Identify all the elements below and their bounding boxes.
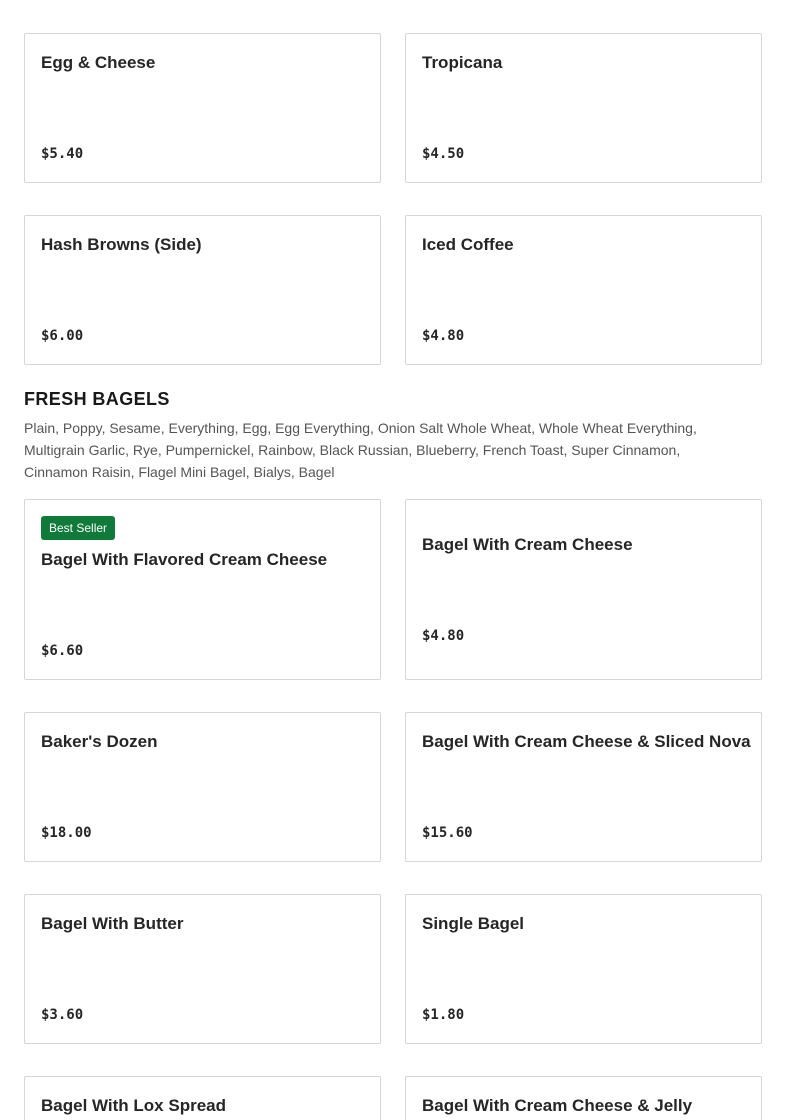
menu-item-card[interactable] [405,894,762,1044]
item-price: $6.60 [41,643,84,659]
section-title: FRESH BAGELS [24,389,170,409]
item-price: $3.60 [41,1007,84,1023]
item-price: $4.80 [422,328,465,344]
item-name: Bagel With Cream Cheese & Sliced Nova [422,732,751,751]
item-name: Bagel With Lox Spread [41,1096,226,1115]
menu-item-card[interactable] [405,33,762,183]
menu-item-card[interactable] [24,1076,381,1120]
item-price: $1.80 [422,1007,465,1023]
menu-item-card[interactable] [405,712,762,862]
item-name: Egg & Cheese [41,53,156,72]
menu-item-card[interactable] [24,33,381,183]
item-name: Bagel With Butter [41,914,184,933]
best-seller-badge: Best Seller [41,516,115,540]
menu-item-card[interactable] [405,1076,762,1120]
item-price: $4.50 [422,146,465,162]
item-name: Iced Coffee [422,235,514,254]
item-price: $6.00 [41,328,84,344]
item-name: Tropicana [422,53,503,72]
item-name: Bagel With Flavored Cream Cheese [41,550,328,569]
section-description: Plain, Poppy, Sesame, Everything, Egg, Egg Everything, Onion Salt Whole Wheat, Whole Wheat Everything, Multigrain Garlic, Rye, Pumpernickel, Rainbow, Black Russian, Blueberry, French Toast, Super Cinnamon, Cinnamon Raisin, Flagel Mini Bagel, Bialys, Bagel [24,420,697,480]
item-price: $4.80 [422,628,465,644]
item-name: Single Bagel [422,914,525,933]
menu-item-card[interactable] [24,499,381,680]
item-price: $18.00 [41,825,92,841]
item-price: $15.60 [422,825,473,841]
item-name: Hash Browns (Side) [41,235,202,254]
item-name: Bagel With Cream Cheese [422,535,633,554]
item-name: Baker's Dozen [41,732,158,751]
menu-item-card[interactable] [405,215,762,365]
menu-item-card[interactable] [24,215,381,365]
item-name: Bagel With Cream Cheese & Jelly [422,1096,693,1115]
menu-item-card[interactable] [405,499,762,680]
item-price: $5.40 [41,146,84,162]
menu-item-card[interactable] [24,894,381,1044]
menu-item-card[interactable] [24,712,381,862]
